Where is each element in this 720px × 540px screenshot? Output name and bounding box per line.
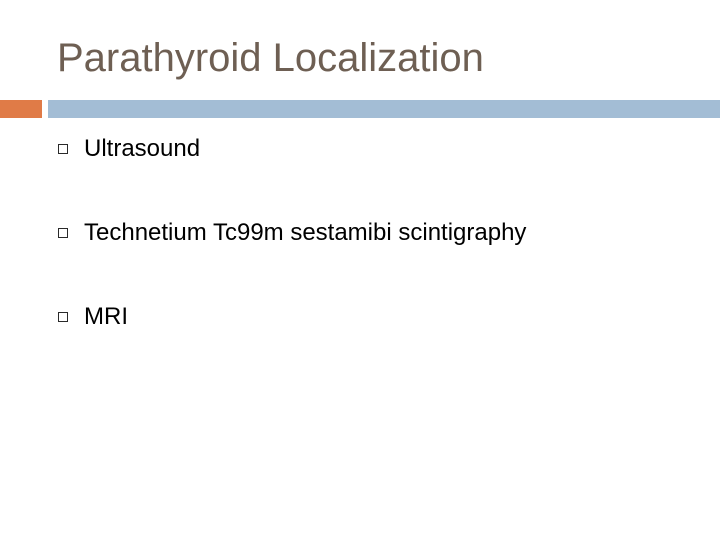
square-bullet-icon	[58, 144, 68, 154]
bullet-item-sestamibi	[58, 216, 526, 250]
bullet-text: Ultrasound	[84, 135, 201, 162]
bullet-list	[58, 132, 526, 384]
bullet-item-mri	[58, 300, 526, 334]
title-accent-bar	[0, 100, 42, 118]
bullet-text: Technetium Tc99m sestamibi scintigraphy	[84, 219, 527, 246]
title-divider-bar	[48, 100, 720, 118]
square-bullet-icon	[58, 228, 68, 238]
square-bullet-icon	[58, 312, 68, 322]
bullet-item-ultrasound	[58, 132, 526, 166]
bullet-text: MRI	[84, 303, 128, 330]
slide-title: Parathyroid Localization	[57, 36, 484, 80]
